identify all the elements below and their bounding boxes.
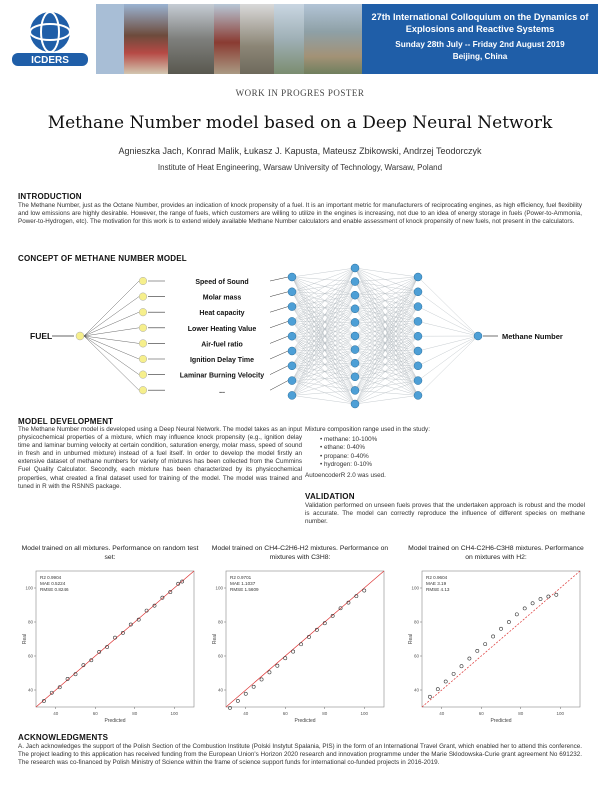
hidden-node xyxy=(414,391,422,399)
hidden-node xyxy=(288,288,296,296)
y-tick-label: 60 xyxy=(27,653,33,659)
stat-label: MAE 1.1037 xyxy=(230,581,256,586)
y-tick-label: 100 xyxy=(215,585,223,591)
x-tick-label: 100 xyxy=(556,711,565,716)
x-tick-label: 40 xyxy=(439,711,445,716)
plot-2-title: Model trained on CH4-C2H6-H2 mixtures. Performance on mixtures with C3H8: xyxy=(211,545,389,561)
feature-label: Air-fuel ratio xyxy=(201,341,243,349)
poster-label: WORK IN PROGRES POSTER xyxy=(235,88,365,98)
fuel-link xyxy=(84,281,139,336)
plot-1 xyxy=(22,565,200,725)
hidden-node xyxy=(351,305,359,313)
feature-node xyxy=(139,324,147,332)
model-development-text: The Methane Number model is developed using a Deep Neural Network. The model takes as an input physicochemical properties of a mixture, which may influence knock propensity (e.g., ignition delay time and laminar burning velocity at certain condition, saturation energy, molar mass, speed of sound in fresh and in unburned mixture) instead of a fuel itself. In order to develop the model firstly an extensive dataset of methane numbers for variety of mixtures has been collected from the Cummins Fuel Quality Calculator. Secondly, each mixture has been characterized by its physicochemical properties, what created a final dataset used for training of the model. The model was trained and tuned in R with the RSNNS package. xyxy=(18,426,302,490)
feature-input-link xyxy=(270,351,288,359)
hidden-node xyxy=(414,347,422,355)
hidden-node xyxy=(288,317,296,325)
hidden-node xyxy=(351,278,359,286)
acknowledgments-heading: ACKNOWLEDGMENTS xyxy=(18,733,109,742)
affiliation: Institute of Heat Engineering, Warsaw University of Technology, Warsaw, Poland xyxy=(157,163,443,172)
network-diagram xyxy=(0,262,600,412)
fuel-node xyxy=(76,332,84,340)
fuel-link xyxy=(84,336,139,375)
hidden-node xyxy=(288,332,296,340)
composition-list xyxy=(320,436,377,470)
authors: Agnieszka Jach, Konrad Malik, Łukasz J. Kapusta, Mateusz Zbikowski, Andrzej Teodorczyk xyxy=(118,146,482,156)
hidden-node xyxy=(351,264,359,272)
hidden-node xyxy=(351,332,359,340)
y-tick-label: 40 xyxy=(413,687,419,693)
y-tick-label: 100 xyxy=(25,585,33,591)
fuel-link xyxy=(84,312,139,336)
hidden-node xyxy=(288,362,296,370)
feature-input-link xyxy=(270,366,288,375)
x-tick-label: 40 xyxy=(243,711,249,716)
feature-label: Speed of Sound xyxy=(195,279,249,286)
conference-location: Beijing, China xyxy=(452,52,508,61)
hidden-node xyxy=(288,347,296,355)
feature-label: Laminar Burning Velocity xyxy=(179,372,265,380)
feature-input-link xyxy=(270,381,288,391)
y-axis-label: Real xyxy=(22,633,28,645)
hidden-node xyxy=(414,332,422,340)
icders-logo xyxy=(6,6,94,70)
feature-input-link xyxy=(270,336,288,343)
feature-label: Heat capacity xyxy=(199,310,245,318)
composition-intro: Mixture composition range used in the study: xyxy=(305,426,430,433)
model-development-heading: MODEL DEVELOPMENT xyxy=(18,417,114,426)
output-label: Methane Number xyxy=(502,332,563,341)
hidden-node xyxy=(414,288,422,296)
x-axis-label: Predicted xyxy=(294,718,316,724)
fuel-link xyxy=(84,297,139,336)
feature-input-link xyxy=(270,292,288,297)
feature-node xyxy=(139,355,147,363)
plot-1-title: Model trained on all mixtures. Performance on random test set: xyxy=(21,545,199,561)
header-banner xyxy=(0,0,600,78)
feature-input-link xyxy=(270,321,288,327)
feature-node xyxy=(139,277,147,285)
stat-label: MAE 3.19 xyxy=(426,581,447,586)
stat-label: RMSE 0.8246 xyxy=(40,587,69,592)
hidden-node xyxy=(288,377,296,385)
stat-label: R2 0.9604 xyxy=(426,575,448,580)
feature-label: ... xyxy=(219,388,225,396)
autoencoder-note: AutoencoderR 2.0 was used. xyxy=(305,472,386,479)
y-axis-label: Real xyxy=(408,633,414,645)
y-tick-label: 60 xyxy=(413,653,419,659)
validation-heading: VALIDATION xyxy=(305,492,355,501)
x-tick-label: 60 xyxy=(92,711,98,716)
list-item: • ethane: 0-40% xyxy=(320,444,377,452)
x-axis-label: Predicted xyxy=(104,718,126,724)
x-tick-label: 80 xyxy=(132,711,138,716)
fuel-link xyxy=(84,336,139,343)
stat-label: MAE 0.5224 xyxy=(40,581,66,586)
hidden-node xyxy=(351,346,359,354)
feature-node xyxy=(139,371,147,379)
y-tick-label: 40 xyxy=(217,687,223,693)
introduction-text: The Methane Number, just as the Octane Number, provides an indication of knock propensity of a fuel. It is an important metric for manufacturers of reciprocating engines, as high efficiency, fuel flexibility and low emissions are highly desirable. However, the range of fuels, which customers are willing to utilize in the engines is increasing, not due to an idea of energy storage in fuels (Power-to-Ammonia, Power-to-Hydrogen, etc). The motivation for this work is to extend widely available Methane Number calculators and enable assessment of knock propensity of new fuels, not present in the calculators. xyxy=(18,202,582,226)
fuel-link xyxy=(84,328,139,336)
list-item: • methane: 10-100% xyxy=(320,436,377,444)
conference-dates: Sunday 28th July -- Friday 2nd August 2019 xyxy=(395,40,565,49)
logo-text: ICDERS xyxy=(31,55,69,66)
feature-label: Lower Heating Value xyxy=(187,325,257,333)
banner-photos xyxy=(96,4,362,74)
hidden-node xyxy=(414,303,422,311)
feature-input-link xyxy=(270,277,288,281)
x-tick-label: 80 xyxy=(322,711,328,716)
plot-3 xyxy=(408,565,586,725)
x-tick-label: 40 xyxy=(53,711,59,716)
output-node xyxy=(474,332,482,340)
conference-info xyxy=(362,4,598,74)
hidden-node xyxy=(288,273,296,281)
weights xyxy=(292,268,478,404)
y-tick-label: 80 xyxy=(217,619,223,625)
hidden-node xyxy=(288,303,296,311)
hidden-node xyxy=(351,291,359,299)
x-tick-label: 60 xyxy=(478,711,484,716)
y-tick-label: 80 xyxy=(413,619,419,625)
x-tick-label: 80 xyxy=(518,711,524,716)
list-item: • hydrogen: 0-10% xyxy=(320,461,377,469)
feature-node xyxy=(139,340,147,348)
validation-text: Validation performed on unseen fuels proves that the undertaken approach is robust and the model is accurate. The model can correctly reproduce the influence of different species on methane number. xyxy=(305,502,585,526)
feature-label: Ignition Delay Time xyxy=(189,357,255,364)
fuel-link xyxy=(84,336,139,390)
plot-3-title: Model trained on CH4-C2H6-C3H8 mixtures. Performance on mixtures with H2: xyxy=(408,545,584,561)
hidden-node xyxy=(414,273,422,281)
poster-title: Methane Number model based on a Deep Neural Network xyxy=(47,113,553,133)
feature-node xyxy=(139,293,147,301)
stat-label: RMSE 4.13 xyxy=(426,587,450,592)
plot-2 xyxy=(212,565,390,725)
stat-label: R2 0.9701 xyxy=(230,575,252,580)
x-axis-label: Predicted xyxy=(490,718,512,724)
hidden-node xyxy=(351,386,359,394)
fuel-label: FUEL xyxy=(30,331,53,341)
hidden-node xyxy=(414,362,422,370)
y-tick-label: 100 xyxy=(411,585,419,591)
y-axis-label: Real xyxy=(212,633,218,645)
feature-node xyxy=(139,308,147,316)
hidden-node xyxy=(351,400,359,408)
fuel-link xyxy=(84,336,139,359)
x-tick-label: 100 xyxy=(170,711,179,716)
feature-node xyxy=(139,386,147,394)
introduction-heading: INTRODUCTION xyxy=(18,192,82,201)
list-item: • propane: 0-40% xyxy=(320,453,377,461)
acknowledgments-text: A. Jach acknowledges the support of the Polish Section of the Combustion Institute (Polski Instytut Spalania, PIS) in the form of an International Travel Grant, which enabled her to attend this conference. The project leading to this application has received funding from the European Union's Horizon 2020 research and innovation programme under the Marie Sklodowska-Curie grant agreement No 691232. The research was co-financed by Polish Ministry of Science within the frame of science support funds for international co-funded projects in 2016-2019. xyxy=(18,743,582,767)
stat-label: R2 0.9904 xyxy=(40,575,62,580)
y-tick-label: 40 xyxy=(27,687,33,693)
feature-input-link xyxy=(270,307,288,313)
hidden-node xyxy=(414,317,422,325)
concept-heading: CONCEPT OF METHANE NUMBER MODEL xyxy=(18,254,187,263)
stat-label: RMSE 1.5609 xyxy=(230,587,259,592)
hidden-node xyxy=(414,377,422,385)
hidden-node xyxy=(351,318,359,326)
hidden-node xyxy=(351,359,359,367)
hidden-node xyxy=(351,373,359,381)
hidden-node xyxy=(288,391,296,399)
x-tick-label: 60 xyxy=(282,711,288,716)
feature-label: Molar mass xyxy=(202,294,242,302)
conference-title: 27th International Colloquium on the Dynamics of Explosions and Reactive Systems xyxy=(371,12,589,34)
y-tick-label: 80 xyxy=(27,619,33,625)
x-tick-label: 100 xyxy=(360,711,369,716)
y-tick-label: 60 xyxy=(217,653,223,659)
